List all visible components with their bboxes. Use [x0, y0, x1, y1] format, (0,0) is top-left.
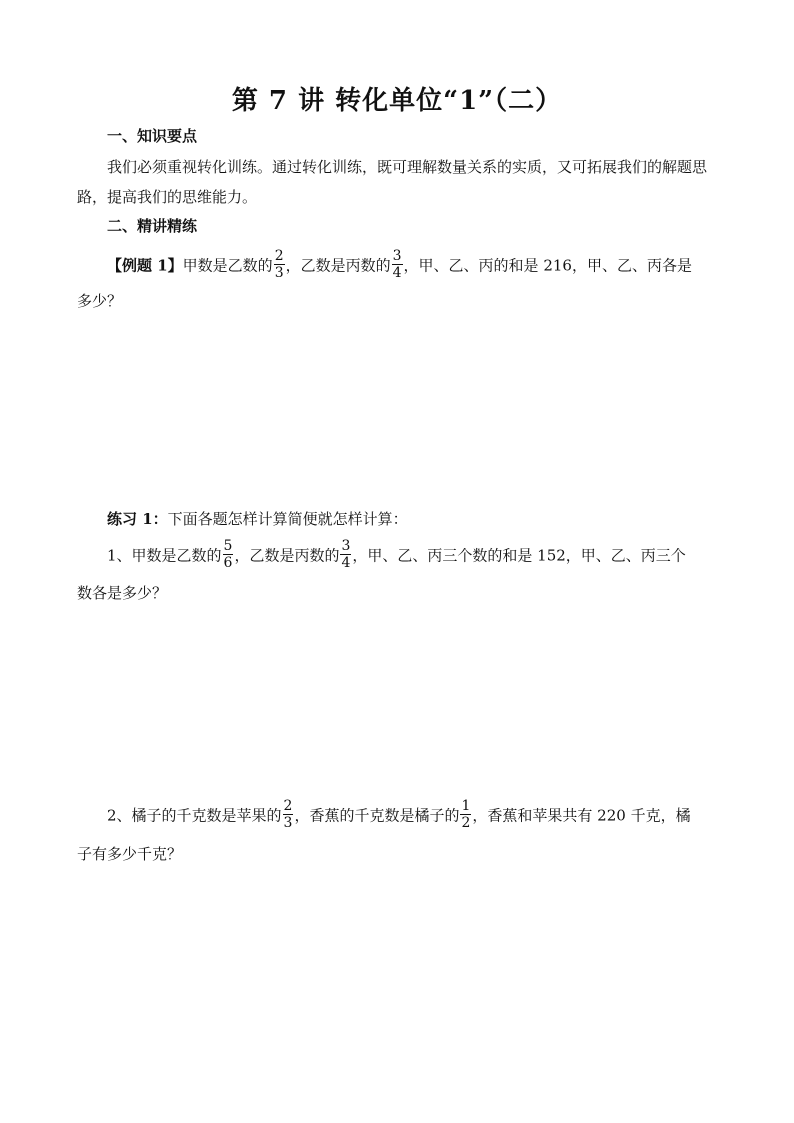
question-2-text: ，香蕉和苹果共有 220 千克，橘: [472, 806, 691, 825]
question-1-line-2: 数各是多少？: [77, 584, 168, 602]
fraction-numerator: 2: [274, 248, 284, 264]
fraction-numerator: 3: [341, 538, 351, 554]
section-heading-knowledge: 一、知识要点: [107, 127, 198, 145]
question-2-line-2: 子有多少千克？: [77, 845, 183, 863]
example-1-line-2: 多少？: [77, 292, 123, 310]
fraction-denominator: 3: [274, 265, 284, 281]
fraction-denominator: 6: [223, 555, 233, 571]
practice-1-intro: 下面各题怎样计算简便就怎样计算：: [167, 510, 408, 528]
question-2-text: ，香蕉的千克数是橘子的: [294, 806, 460, 825]
fraction: [274, 248, 285, 281]
question-1-text: ，甲、乙、丙三个数的和是 152，甲、乙、丙三个: [352, 546, 686, 565]
example-1-line-1: [77, 250, 719, 283]
question-1-line-1: [77, 540, 719, 573]
example-1-text: 甲数是乙数的: [182, 256, 273, 275]
fraction-numerator: 3: [392, 248, 402, 264]
question-2-text: 2、橘子的千克数是苹果的: [107, 806, 282, 825]
question-1-text: ，乙数是丙数的: [234, 546, 340, 565]
fraction-numerator: 1: [461, 798, 471, 814]
fraction-denominator: 4: [392, 265, 402, 281]
fraction: [340, 538, 351, 571]
example-1-text: ，乙数是丙数的: [285, 256, 391, 275]
fraction: [460, 798, 471, 831]
practice-1-header: [77, 508, 719, 529]
fraction-numerator: 2: [283, 798, 293, 814]
page-title: 第 7 讲 转化单位“1”（二）: [231, 86, 563, 116]
fraction-numerator: 5: [223, 538, 233, 554]
fraction-denominator: 2: [461, 815, 471, 831]
question-2-line-1: [77, 800, 719, 833]
fraction: [392, 248, 403, 281]
example-1-label: 【例题 1】: [107, 256, 183, 275]
example-1-text: ，甲、乙、丙的和是 216，甲、乙、丙各是: [403, 256, 692, 275]
fraction-denominator: 3: [283, 815, 293, 831]
knowledge-paragraph: 我们必须重视转化训练。通过转化训练，既可理解数量关系的实质，又可拓展我们的解题思路，提高我们的思维能力。: [77, 158, 708, 206]
section-heading-practice: 二、精讲精练: [107, 217, 198, 235]
fraction-denominator: 4: [341, 555, 351, 571]
practice-1-label: 练习 1：: [107, 510, 168, 528]
question-1-text: 1、甲数是乙数的: [107, 546, 222, 565]
fraction: [223, 538, 234, 571]
fraction: [283, 798, 294, 831]
